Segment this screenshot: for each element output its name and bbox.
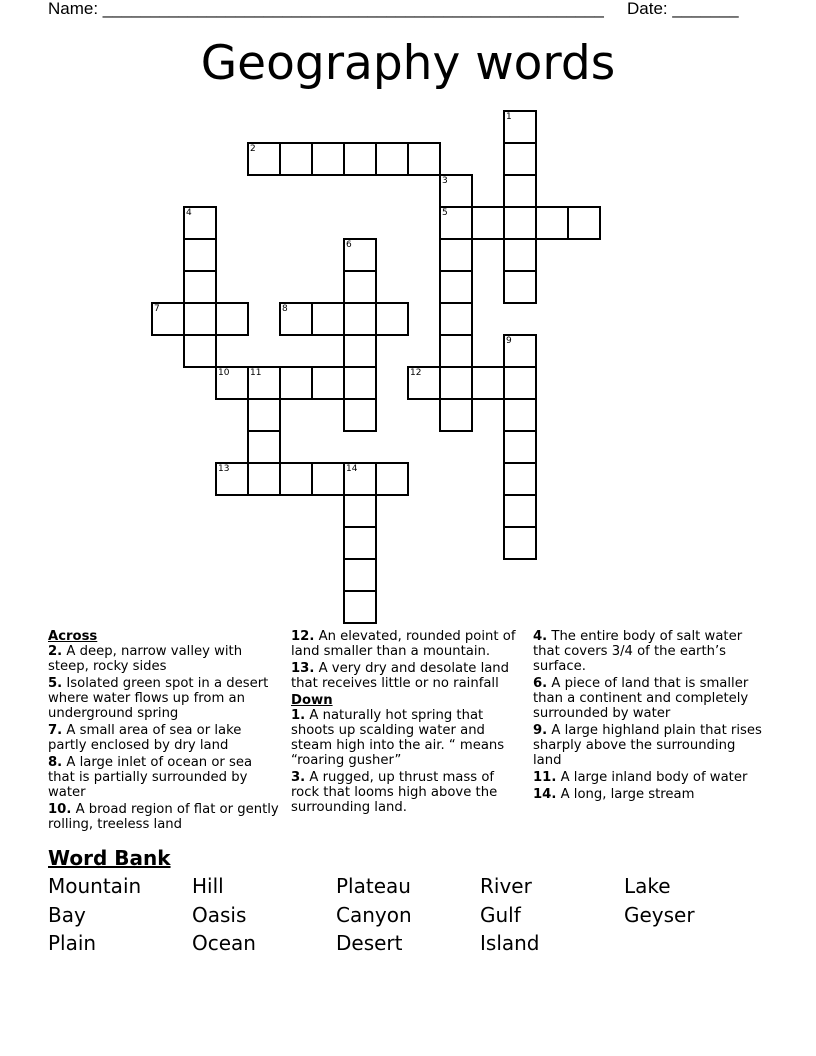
clue-down-1: 1. A naturally hot spring that shoots up scalding water and steam high into the air. “ means “roaring gusher” <box>291 708 505 768</box>
clue-number-label: 5 <box>442 208 448 218</box>
grid-cell[interactable] <box>311 462 345 496</box>
clue-number-label: 1 <box>506 112 512 122</box>
clue-down-6: 6. A piece of land that is smaller than a continent and completely surrounded by water <box>533 676 749 721</box>
grid-cell[interactable] <box>439 398 473 432</box>
clue-down-14: 14. A long, large stream <box>533 787 695 802</box>
clue-number-label: 2 <box>250 144 256 154</box>
grid-cell[interactable] <box>279 462 313 496</box>
grid-cell[interactable] <box>343 334 377 368</box>
grid-cell[interactable] <box>375 302 409 336</box>
word-bank-item: Canyon <box>336 903 412 927</box>
word-bank-heading: Word Bank <box>48 846 171 870</box>
clue-down-3: 3. A rugged, up thrust mass of rock that looms high above the surrounding land. <box>291 770 498 815</box>
clue-down-4: 4. The entire body of salt water that covers 3/4 of the earth’s surface. <box>533 629 743 674</box>
clue-down-9: 9. A large highland plain that rises sharply above the surrounding land <box>533 723 762 768</box>
grid-cell[interactable] <box>375 462 409 496</box>
word-bank-item: Plateau <box>336 874 411 898</box>
grid-cell[interactable] <box>439 366 473 400</box>
grid-cell[interactable] <box>503 398 537 432</box>
grid-cell[interactable] <box>183 334 217 368</box>
clue-across-2: 2. A deep, narrow valley with steep, rocky sides <box>48 644 243 674</box>
grid-cell[interactable] <box>343 526 377 560</box>
grid-cell[interactable] <box>247 462 281 496</box>
word-bank-item: Oasis <box>192 903 247 927</box>
grid-cell[interactable] <box>311 366 345 400</box>
grid-cell[interactable] <box>439 302 473 336</box>
clue-number-label: 9 <box>506 336 512 346</box>
clues-column-3 <box>533 629 765 804</box>
clue-number-label: 11 <box>250 368 262 378</box>
grid-cell[interactable] <box>503 526 537 560</box>
grid-cell[interactable] <box>183 302 217 336</box>
grid-cell[interactable] <box>343 366 377 400</box>
clue-number-label: 3 <box>442 176 448 186</box>
word-bank-item: Plain <box>48 931 97 955</box>
grid-cell[interactable] <box>471 366 505 400</box>
grid-cell[interactable] <box>183 238 217 272</box>
grid-cell[interactable] <box>279 366 313 400</box>
clues-column-1 <box>48 629 280 834</box>
clue-down-11: 11. A large inland body of water <box>533 770 748 785</box>
word-bank-item: Desert <box>336 931 403 955</box>
word-bank-item: Hill <box>192 874 224 898</box>
clue-across-12: 12. An elevated, rounded point of land smaller than a mountain. <box>291 629 516 659</box>
grid-cell[interactable] <box>471 206 505 240</box>
clue-number-label: 14 <box>346 464 358 474</box>
grid-cell[interactable] <box>343 142 377 176</box>
word-bank-item: Ocean <box>192 931 256 955</box>
word-bank-item: Geyser <box>624 903 695 927</box>
word-bank-item: Island <box>480 931 540 955</box>
grid-cell[interactable] <box>343 270 377 304</box>
clue-across-13: 13. A very dry and desolate land that receives little or no rainfall <box>291 661 510 691</box>
grid-cell[interactable] <box>567 206 601 240</box>
word-bank-item: Gulf <box>480 903 521 927</box>
grid-cell[interactable] <box>439 270 473 304</box>
grid-cell[interactable] <box>503 494 537 528</box>
grid-cell[interactable] <box>311 142 345 176</box>
grid-cell[interactable] <box>215 302 249 336</box>
clue-number-label: 13 <box>218 464 230 474</box>
grid-cell[interactable] <box>535 206 569 240</box>
grid-cell[interactable] <box>503 206 537 240</box>
grid-cell[interactable] <box>343 302 377 336</box>
word-bank-item: Bay <box>48 903 86 927</box>
grid-cell[interactable] <box>311 302 345 336</box>
word-bank-item: Lake <box>624 874 671 898</box>
down-heading: Down <box>291 693 333 708</box>
grid-cell[interactable] <box>343 558 377 592</box>
clue-across-10: 10. A broad region of flat or gently rolling, treeless land <box>48 802 279 832</box>
clue-number-label: 10 <box>218 368 230 378</box>
clue-number-label: 12 <box>410 368 422 378</box>
grid-cell[interactable] <box>247 430 281 464</box>
across-heading: Across <box>48 629 98 644</box>
clue-number-label: 4 <box>186 208 192 218</box>
grid-cell[interactable] <box>503 270 537 304</box>
grid-cell[interactable] <box>439 238 473 272</box>
clue-number-label: 7 <box>154 304 160 314</box>
clues-column-2 <box>291 629 519 817</box>
word-bank-item: River <box>480 874 532 898</box>
clue-across-8: 8. A large inlet of ocean or sea that is partially surrounded by water <box>48 755 253 800</box>
grid-cell[interactable] <box>343 494 377 528</box>
name-line: Name: _____________________________________________________ <box>48 0 604 18</box>
grid-cell[interactable] <box>503 462 537 496</box>
grid-cell[interactable] <box>503 238 537 272</box>
grid-cell[interactable] <box>375 142 409 176</box>
grid-cell[interactable] <box>343 398 377 432</box>
clue-across-7: 7. A small area of sea or lake partly enclosed by dry land <box>48 723 242 753</box>
clue-number-label: 8 <box>282 304 288 314</box>
clue-across-5: 5. Isolated green spot in a desert where water flows up from an underground spring <box>48 676 269 721</box>
grid-cell[interactable] <box>407 142 441 176</box>
grid-cell[interactable] <box>503 174 537 208</box>
grid-cell[interactable] <box>247 398 281 432</box>
date-line: Date: _______ <box>627 0 739 18</box>
grid-cell[interactable] <box>343 590 377 624</box>
grid-cell[interactable] <box>503 430 537 464</box>
grid-cell[interactable] <box>183 270 217 304</box>
clue-number-label: 6 <box>346 240 352 250</box>
grid-cell[interactable] <box>279 142 313 176</box>
grid-cell[interactable] <box>439 334 473 368</box>
grid-cell[interactable] <box>503 142 537 176</box>
word-bank-item: Mountain <box>48 874 142 898</box>
page-title: Geography words <box>200 36 616 91</box>
grid-cell[interactable] <box>503 366 537 400</box>
